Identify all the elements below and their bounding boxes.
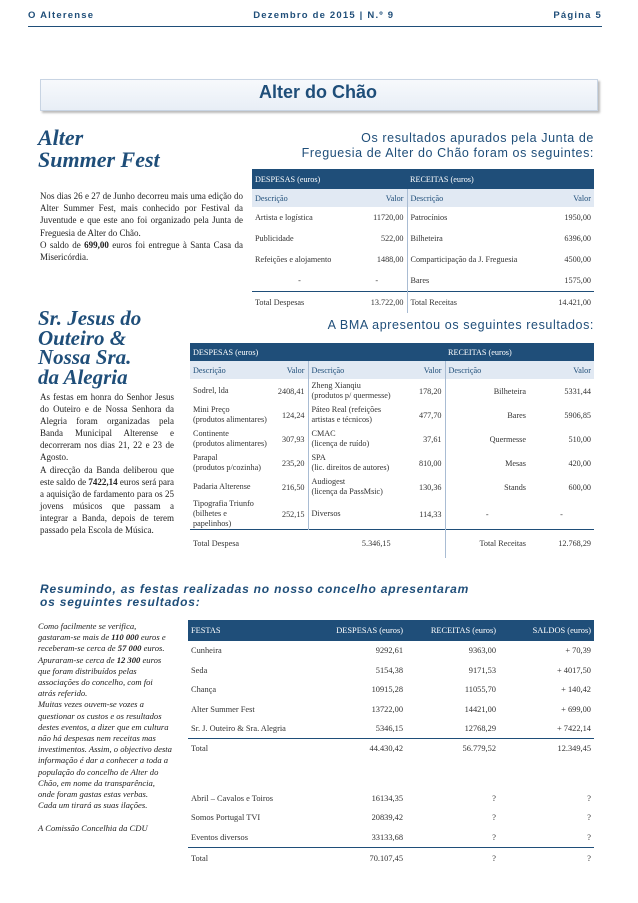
table2-header-despesas: DESPESAS (euros)	[190, 343, 445, 361]
summary-table: FESTAS DESPESAS (euros) RECEITAS (euros) SALDOS (euros) Cunheira 9292,61 9363,00 + 70,39 Seda 5154,38 9171,53 + 4017,50 Chança 10915,28 11055,70 + 140,42 Alter Summer Fest 13722,00 14421,00 + 699,00 Sr. J. Outeiro & Sra. Alegria 5346,15 12768,29 + 7422,14 Total 44.430,42 56.779,52 12.349,45 Abril – Cavalos e Toiros 16134,35 ? ? Somos Portugal TVI 20839,42 ? ? Eventos diversos 33133,68 ? ? Total 70.107,45 ? ?	[188, 620, 594, 869]
summary-row: Abril – Cavalos e Toiros 16134,35 ? ?	[191, 793, 591, 803]
bma-intro: A BMA apresentou os seguintes resultados:	[327, 318, 594, 332]
section-title: Alter do Chão	[258, 82, 377, 102]
table1-row: Refeições e alojamento 1488,00 Comparticipação da J. Freguesia 4500,00	[252, 249, 594, 270]
summary-row: Seda 5154,38 9171,53 + 4017,50	[191, 665, 591, 675]
issue-date: Dezembro de 2015 | N.º 9	[253, 10, 395, 21]
summary-row: Sr. J. Outeiro & Sra. Alegria 5346,15 12768,29 + 7422,14	[191, 724, 591, 733]
table1-row: Artista e logística 11720,00 Patrocínios 1950,00	[252, 207, 594, 228]
table1-row: Publicidade 522,00 Bilheteira 6396,00	[252, 228, 594, 249]
publication-name: O Alterense	[28, 10, 95, 21]
bma-results-table: DESPESAS (euros) RECEITAS (euros) Descrição Valor Descrição Valor Descrição Valor Sodrel, lda 2408,41 Zheng Xianqiu (produtos p/ quermesse) 178,20 Bilheteira 5331,44 Mini Preço (produtos alimentares) 124,24 Páteo Real (refeições artistas e técnicos) 477,70 Bares 5906,85 Continente (produtos alimentares) 307,93 CMAC (licença de ruído) 37,61 Quermesse 510,00 Parapal (produtos p/cozinha) 235,20 SPA (lic. direitos de autores) 810,00 Mesas 420,00 Padaria Alterense 216,50 Audiogest (licença da PassMsic) 130,36 Stands 600,00 Tipografia Triunfo (bilhetes e papelinhos) 252,15 Diversos 114,33 - - Total Despesa 5.346,15 Total Receitas 12.768,29	[190, 343, 594, 558]
jesus-outeiro-text	[40, 391, 174, 536]
table2-row: Continente (produtos alimentares) 307,93 CMAC (licença de ruído) 37,61 Quermesse 510,00	[190, 427, 594, 451]
summer-paragraph-2: O saldo de 699,00 euros foi entregue à Santa Casa da Misericórdia.	[40, 239, 244, 263]
note-paragraph-1: Como facilmente se verifica, gastaram-se mais de 110 000 euros e receberam-se cerca de 57 000 euros. Apuraram-se cerca de 12 300 euros que foram distribuídos pelas associações do concelho, com foi atrás referido.	[38, 621, 166, 699]
table2-row: Tipografia Triunfo (bilhetes e papelinhos) 252,15 Diversos 114,33 - -	[193, 499, 563, 528]
junta-results-table: DESPESAS (euros) RECEITAS (euros) Descrição Valor Descrição Valor Artista e logística 11720,00 Patrocínios 1950,00 Publicidade 522,00 Bilheteira 6396,00 Refeições e alojamento 1488,00 Comparticipação da J. Freguesia 4500,00 - - Bares 1575,00 Total Despesas 13.722,00 Total Receitas 14.421,00	[252, 169, 594, 313]
summer-title-line1: Alter	[38, 125, 84, 150]
summer-fest-text	[40, 190, 243, 263]
summary-row: Eventos diversos 33133,68 ? ?	[191, 832, 591, 842]
table1-row: - - Bares 1575,00	[252, 270, 594, 291]
table2-row: Mini Preço (produtos alimentares) 124,24 Páteo Real (refeições artistas e técnicos) 477,70 Bares 5906,85	[190, 403, 594, 427]
jesus-outeiro-title: Sr. Jesus do Outeiro & Nossa Sra. da Alegria	[38, 306, 142, 389]
table1-header-receitas: RECEITAS (euros)	[407, 169, 594, 189]
table2-row: Padaria Alterense 216,50 Audiogest (licença da PassMsic) 130,36 Stands 600,00	[190, 475, 594, 499]
jesus-paragraph-2: A direcção da Banda deliberou que este saldo de 7422,14 euros será para a aquisição de fardamento para os 25 jovens músicos que passam a integrar a Banda, depois de terem passado pela Escola de Música.	[40, 464, 174, 536]
note-signature: A Comissão Concelhia da CDU	[38, 823, 148, 834]
note-paragraph-3: Cada um tirará as suas ilações.	[38, 800, 148, 811]
junta-intro: Os resultados apurados pela Junta de Freguesia de Alter do Chão foram os seguintes:	[301, 131, 594, 160]
page-header	[28, 10, 602, 21]
table2-row: Parapal (produtos p/cozinha) 235,20 SPA (lic. direitos de autores) 810,00 Mesas 420,00	[190, 451, 594, 475]
cdu-note	[38, 621, 172, 835]
summary-heading: Resumindo, as festas realizadas no nosso concelho apresentaram os seguintes resultados:	[40, 582, 470, 609]
page-number: Página 5	[553, 10, 602, 21]
jesus-paragraph-1: As festas em honra do Senhor Jesus do Outeiro e de Nossa Senhora da Alegria foram organizadas pela Banda Municipal Alterense e decorreram nos dias 21, 22 e 23 de Agosto.	[40, 392, 174, 463]
summer-paragraph-1: Nos dias 26 e 27 de Junho decorreu mais uma edição do Alter Summer Fest, mais conhecido por Festival da Juventude e que este ano foi organizado pela Junta de Freguesia de Alter do Chão.	[40, 191, 243, 238]
summer-fest-title	[38, 127, 160, 171]
summary-row: Alter Summer Fest 13722,00 14421,00 + 699,00	[191, 704, 591, 714]
table1-header-despesas: DESPESAS (euros)	[252, 169, 407, 189]
table2-row: Sodrel, lda 2408,41 Zheng Xianqiu (produtos p/ quermesse) 178,20 Bilheteira 5331,44	[190, 379, 594, 403]
summer-title-line2: Summer Fest	[38, 147, 160, 172]
note-paragraph-2: Muitas vezes ouvem-se vozes a questionar os custos e os resultados destes eventos, a dizer que em cultura não há despesas nem receitas mas investimentos. Assim, o objectivo desta informação é dar a conhecer a toda a população do concelho de Alter do Chão, em nome da transparência, onde foram gastas estas verbas.	[38, 699, 172, 800]
summary-row: Cunheira 9292,61 9363,00 + 70,39	[191, 646, 591, 656]
summary-row: Somos Portugal TVI 20839,42 ? ?	[191, 813, 591, 823]
header-divider	[28, 26, 602, 27]
table2-header-receitas: RECEITAS (euros)	[445, 343, 594, 361]
summary-row: Chança 10915,28 11055,70 + 140,42	[191, 685, 591, 695]
